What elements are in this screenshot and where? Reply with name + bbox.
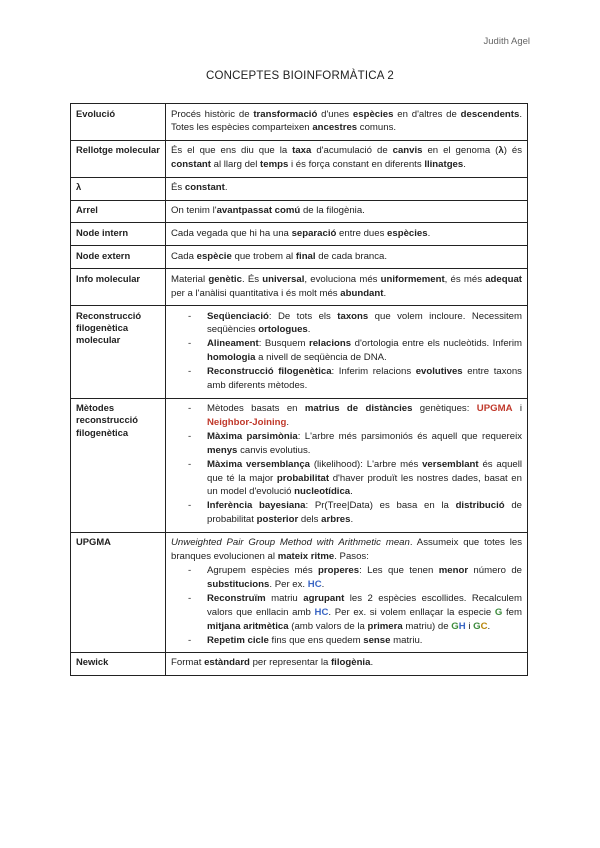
cluster-label: HC: [307, 578, 322, 590]
table-row: [71, 177, 528, 200]
table-row: [71, 140, 528, 177]
list-item: - Agrupem espècies més properes: Les que tenen menor número de substitucions. Per ex. HC.: [207, 564, 522, 592]
definition-cell: Cada espècie que trobem al final de cada branca.: [166, 246, 528, 269]
definition-cell: [166, 532, 528, 652]
table-row: [71, 532, 528, 652]
cluster-label: HC: [314, 606, 329, 618]
bullet-list: [171, 402, 522, 527]
list-item: - Màxima parsimònia: L'arbre més parsimoniós és aquell que requereix menys canvis evolutius.: [207, 430, 522, 458]
definition-cell: Material genètic. És universal, evoluciona més uniformement, és més adequat per a l'anàlisi quantitativa i és molt més abundant.: [166, 269, 528, 306]
species-label: G: [494, 606, 503, 618]
definition-cell: Procés històric de transformació d'unes espècies en d'altres de descendents. Totes les espècies comparteixen ancestres comuns.: [166, 104, 528, 141]
term-cell: Arrel: [71, 200, 166, 223]
table-row: [71, 652, 528, 675]
list-item: - Repetim cicle fins que ens quedem sense matriu.: [207, 634, 522, 648]
term-cell: Reconstrucció filogenètica molecular: [71, 306, 166, 398]
definition-cell: Format estàndard per representar la filogènia.: [166, 652, 528, 675]
definition-cell: [166, 398, 528, 532]
definition-cell: És constant.: [166, 177, 528, 200]
term-cell: Node intern: [71, 223, 166, 246]
bullet-list: [171, 564, 522, 647]
list-item: - Alineament: Busquem relacions d'ortologia entre els nucleòtids. Inferim homologia a nivell de seqüència de DNA.: [207, 337, 522, 365]
table-row: [71, 398, 528, 532]
definition-cell: [166, 306, 528, 398]
term-cell: Evolució: [71, 104, 166, 141]
term-cell: Mètodes reconstrucció filogenètica: [71, 398, 166, 532]
definition-cell: On tenim l'avantpassat comú de la filogènia.: [166, 200, 528, 223]
term-cell: λ: [71, 177, 166, 200]
table-row: [71, 269, 528, 306]
upgma-intro: Unweighted Pair Group Method with Arithmetic mean. Assumeix que totes les branques evolucionen al mateix ritme. Pasos:: [171, 537, 523, 563]
definition-cell: És el que ens diu que la taxa d'acumulació de canvis en el genoma (λ) és constant al llarg del temps i és força constant en diferents llinatges.: [166, 140, 528, 177]
term-cell: Rellotge molecular: [71, 140, 166, 177]
list-item: - Màxima versemblança (likelihood): L'arbre més versemblant és aquell que té la major probabilitat d'haver produït les nostres dades, basat en un model d'evolució nucleotídica.: [207, 458, 522, 500]
method-name-upgma: UPGMA: [476, 403, 513, 414]
table-row: [71, 306, 528, 398]
table-row: [71, 104, 528, 141]
term-cell: UPGMA: [71, 532, 166, 652]
term-cell: Node extern: [71, 246, 166, 269]
term-cell: Newick: [71, 652, 166, 675]
bullet-list: [171, 310, 522, 393]
table-row: [71, 246, 528, 269]
pair-label-gh: GH: [451, 620, 466, 632]
list-item: - Reconstruïm matriu agrupant les 2 espècies escollides. Recalculem valors que enllacin amb HC. Per ex. si volem enllaçar la especie G fem mitjana aritmètica (amb valors de la primera matriu) de GH i GC.: [207, 592, 522, 634]
table-row: [71, 223, 528, 246]
list-item: - Seqüenciació: De tots els taxons que volem incloure. Necessitem seqüències ortologues.: [207, 310, 522, 338]
author-name: Judith Agel: [483, 36, 530, 47]
glossary-table: [70, 103, 528, 676]
pair-label-gc: GC: [473, 620, 488, 632]
method-name-nj: Neighbor-Joining: [207, 416, 287, 428]
definition-cell: Cada vegada que hi ha una separació entre dues espècies.: [166, 223, 528, 246]
term-cell: Info molecular: [71, 269, 166, 306]
list-item: - Inferència bayesiana: Pr(Tree|Data) es basa en la distribució de probabilitat posterior dels arbres.: [207, 499, 522, 527]
page-title: CONCEPTES BIOINFORMÀTICA 2: [206, 70, 394, 82]
list-item: - Reconstrucció filogenètica: Inferim relacions evolutives entre taxons amb diferents mètodes.: [207, 365, 522, 393]
table-row: [71, 200, 528, 223]
list-item: - Mètodes basats en matrius de distàncies genètiques: UPGMA i Neighbor-Joining.: [207, 402, 522, 430]
